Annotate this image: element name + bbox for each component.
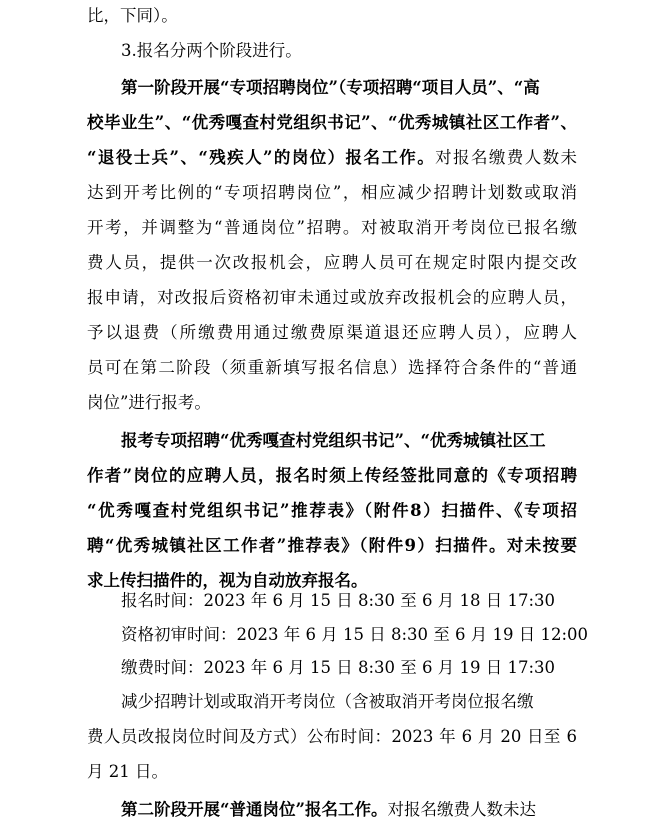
text-line: 第一阶段开展“专项招聘岗位”（专项招聘“项目人员”、“高 xyxy=(121,78,540,97)
text-line: 予以退费（所缴费用通过缴费原渠道退还应聘人员），应聘人 xyxy=(87,323,577,342)
bold-lead-phrase: “退役士兵”、“残疾人”的岗位）报名工作。 xyxy=(87,148,436,167)
text-line: 开考，并调整为“普通岗位”招聘。对被取消开考岗位已报名缴 xyxy=(87,218,577,237)
text-line: 月 21 日。 xyxy=(87,762,168,781)
text-line: 减少招聘计划或取消开考岗位（含被取消开考岗位报名缴 xyxy=(121,692,534,711)
text-line: 比，下同）。 xyxy=(87,6,178,25)
text-line: 3.报名分两个阶段进行。 xyxy=(121,41,302,60)
text-line: “优秀嘎查村党组织书记”推荐表》（附件8）扫描件、《专项招 xyxy=(87,501,577,520)
text-line: 费人员改报岗位时间及方式）公布时间：2023 年 6 月 20 日至 6 xyxy=(87,727,577,746)
text-line: 资格初审时间：2023 年 6 月 15 日 8:30 至 6 月 19 日 12:00 xyxy=(121,625,589,644)
text-line: 报申请，对改报后资格初审未通过或放弃改报机会的应聘人员， xyxy=(87,288,577,307)
text-line: 作者”岗位的应聘人员，报名时须上传经签批同意的《专项招聘 xyxy=(87,466,577,485)
text-line: 第二阶段开展“普通岗位”报名工作。对报名缴费人数未达 xyxy=(121,800,536,819)
text-line: 费人员，提供一次改报机会，应聘人员可在规定时限内提交改 xyxy=(87,253,577,272)
text-line: “退役士兵”、“残疾人”的岗位）报名工作。对报名缴费人数未 xyxy=(87,148,578,167)
text-line: 岗位”进行报考。 xyxy=(87,393,211,412)
bold-lead-phrase: 第二阶段开展“普通岗位”报名工作。 xyxy=(121,800,388,819)
text-line: 校毕业生”、“优秀嘎查村党组织书记”、“优秀城镇社区工作者”、 xyxy=(87,113,577,132)
text-line: 员可在第二阶段（须重新填写报名信息）选择符合条件的“普通 xyxy=(87,358,577,377)
text-line: 缴费时间：2023 年 6 月 15 日 8:30 至 6 月 19 日 17:30 xyxy=(121,658,556,677)
text-line: 报考专项招聘“优秀嘎查村党组织书记”、“优秀城镇社区工 xyxy=(121,431,546,450)
text-line: 聘“优秀城镇社区工作者”推荐表》（附件9）扫描件。对未按要 xyxy=(87,536,577,555)
text-line: 求上传扫描件的，视为自动放弃报名。 xyxy=(87,571,368,590)
text-line: 达到开考比例的“专项招聘岗位”，相应减少招聘计划数或取消 xyxy=(87,183,577,202)
text-line: 报名时间：2023 年 6 月 15 日 8:30 至 6 月 18 日 17:30 xyxy=(121,591,556,610)
